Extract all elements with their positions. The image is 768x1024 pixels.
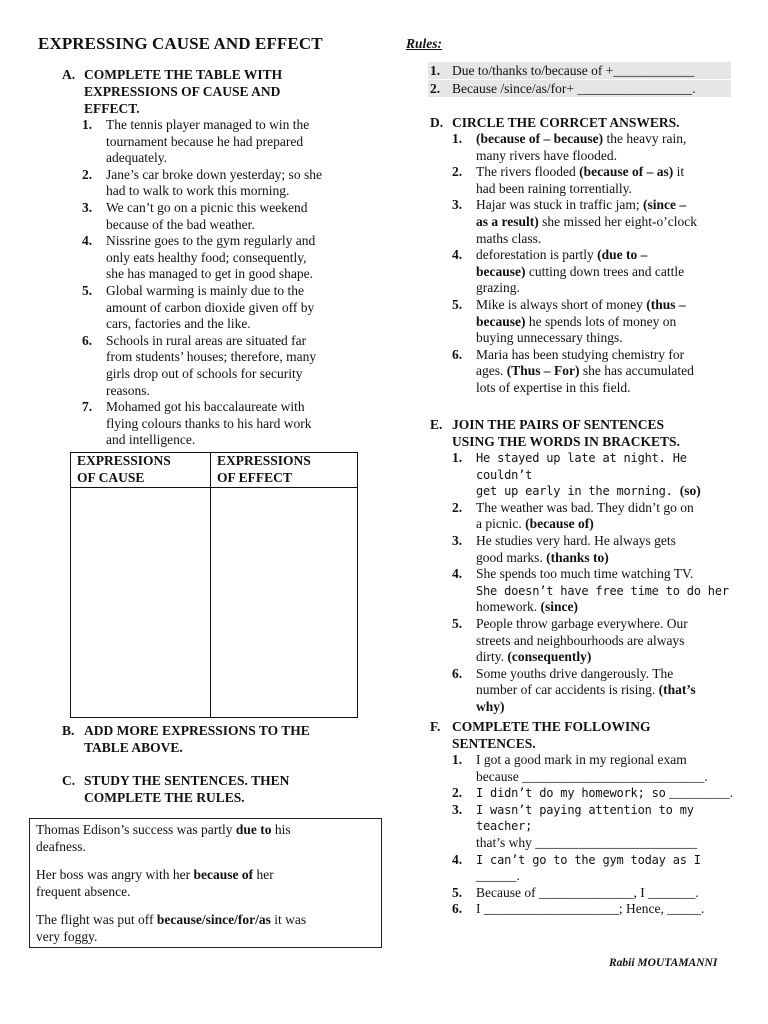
text: lots of expertise in this field.: [476, 379, 631, 395]
bold-option: (so): [679, 483, 701, 499]
text: frequent absence.: [36, 884, 131, 899]
item-line: [476, 649, 742, 666]
item-line: We can’t go on a picnic this weekend: [106, 199, 308, 215]
bold-option: (consequently): [507, 649, 592, 665]
sentence-item: [82, 167, 352, 200]
heading-line: JOIN THE PAIRS OF SENTENCES: [452, 417, 665, 432]
item-line: amount of carbon dioxide given off by: [106, 299, 315, 315]
bold-option: why): [476, 698, 505, 714]
question-item[interactable]: [452, 901, 742, 918]
item-line: Schools in rural areas are situated far: [106, 332, 307, 348]
item-line: [476, 380, 742, 397]
bold-option: (thus –: [646, 296, 686, 312]
heading-line: ADD MORE EXPRESSIONS TO THE: [84, 723, 310, 738]
text: He studies very hard. He always gets: [476, 532, 676, 548]
item-line: tournament because he had prepared: [106, 133, 304, 149]
header-line: OF CAUSE: [77, 469, 145, 485]
item-number: 5.: [452, 615, 463, 631]
item-line: [476, 566, 742, 583]
item-number: 5.: [452, 296, 463, 312]
rule-text: Because /since/as/for+ _________________.: [452, 81, 696, 96]
item-line: [476, 181, 742, 198]
section-letter: E.: [430, 417, 443, 432]
heading-line: COMPLETE THE RULES.: [84, 790, 245, 805]
heading-line: EFFECT.: [84, 101, 140, 116]
question-item[interactable]: [452, 131, 742, 164]
item-line: [476, 264, 742, 281]
item-line: [476, 550, 742, 567]
item-number: 5.: [82, 282, 93, 298]
item-number: 3.: [452, 801, 463, 817]
bold-option: (Thus – For): [506, 363, 580, 379]
key-expression: because/since/for/as: [156, 912, 271, 927]
author-signature: Rabii MOUTAMANNI: [609, 957, 718, 969]
item-line: [476, 516, 742, 533]
text: Because of ______________, I _______.: [476, 884, 699, 900]
text: streets and neighbourhoods are always: [476, 632, 685, 648]
text: buying unnecessary things.: [476, 330, 623, 346]
heading-line: TABLE ABOVE.: [84, 740, 183, 755]
example-sentence: [30, 911, 381, 945]
item-number: 6.: [82, 332, 93, 348]
text: number of car accidents is rising.: [476, 682, 659, 698]
sentence-item: [82, 233, 352, 283]
item-line: [476, 785, 742, 802]
key-expression: because of: [193, 867, 254, 882]
question-item[interactable]: [452, 533, 742, 566]
bold-option: (since): [540, 599, 578, 615]
text: She spends too much time watching TV.: [476, 566, 694, 582]
text: ______.: [476, 868, 520, 884]
item-line: [476, 533, 742, 550]
item-number: 2.: [452, 785, 463, 801]
example-sentence: [30, 866, 381, 900]
item-number: 3.: [452, 197, 463, 213]
item-line: Global warming is mainly due to the: [106, 282, 304, 298]
rule-item[interactable]: [428, 62, 731, 80]
rule-number: 1.: [430, 63, 441, 78]
example-sentence: [30, 821, 381, 855]
item-line: [476, 197, 742, 214]
text: maths class.: [476, 230, 542, 246]
text: his: [271, 822, 291, 837]
text: it: [673, 164, 685, 180]
item-number: 4.: [82, 233, 93, 249]
item-number: 1.: [452, 131, 463, 146]
bold-option: (because of – as): [579, 164, 674, 180]
rule-text: Due to/thanks to/because of +____________: [452, 63, 695, 78]
section-f-heading: [430, 718, 740, 752]
item-line: [476, 633, 742, 650]
item-line: [476, 682, 742, 699]
text: because ___________________________.: [476, 768, 708, 784]
item-line: had to walk to work this morning.: [106, 183, 290, 199]
item-line: [476, 297, 742, 314]
question-item[interactable]: [452, 752, 742, 785]
item-line: [476, 314, 742, 331]
item-number: 7.: [82, 399, 93, 415]
text: dirty.: [476, 649, 508, 665]
item-number: 4.: [452, 851, 463, 867]
cause-column-header: [77, 453, 171, 486]
cause-column[interactable]: [71, 453, 211, 717]
item-line: [476, 231, 742, 248]
sentence-item: [82, 200, 352, 233]
question-item[interactable]: [452, 500, 742, 533]
bold-option: (due to –: [597, 247, 648, 263]
text: Mike is always short of money: [476, 296, 647, 312]
item-number: 3.: [82, 199, 93, 215]
bold-option: as a result): [476, 213, 539, 229]
item-line: The tennis player managed to win the: [106, 117, 310, 132]
cause-effect-table: [70, 452, 358, 718]
text: I didn’t do my homework; so: [476, 786, 666, 801]
question-item[interactable]: [452, 616, 742, 666]
item-number: 3.: [452, 532, 463, 548]
item-number: 1.: [82, 117, 93, 132]
text: grazing.: [476, 280, 520, 296]
item-line: [476, 500, 742, 517]
rules-list: [428, 62, 731, 98]
text: she has accumulated: [579, 363, 694, 379]
rule-item[interactable]: [428, 80, 731, 98]
text: ages.: [476, 363, 507, 379]
rules-label: Rules:: [406, 36, 443, 51]
text: very foggy.: [36, 929, 98, 944]
item-number: 6.: [452, 665, 463, 681]
question-item[interactable]: [452, 666, 742, 716]
item-line: [476, 802, 742, 835]
item-line: because of the bad weather.: [106, 216, 255, 232]
text: I wasn’t paying attention to my teacher;: [476, 802, 694, 834]
text: I got a good mark in my regional exam: [476, 752, 687, 767]
item-line: [476, 666, 742, 683]
text: Her boss was angry with her: [36, 867, 194, 882]
item-line: flying colours thanks to his hard work: [106, 415, 312, 431]
bold-option: because): [476, 313, 526, 329]
section-a-sentence-list: [82, 117, 352, 449]
text: Maria has been studying chemistry for: [476, 346, 685, 362]
item-line: [476, 131, 742, 148]
section-d-heading: [430, 114, 740, 131]
item-line: she has managed to get in good shape.: [106, 266, 313, 282]
text: _________.: [665, 785, 734, 801]
bold-option: (since –: [642, 197, 687, 213]
text: homework.: [476, 599, 541, 615]
item-line: [476, 450, 742, 483]
item-line: [476, 148, 742, 165]
text: she missed her eight-o’clock: [538, 213, 697, 229]
text: good marks.: [476, 549, 547, 565]
item-line: adequately.: [106, 150, 167, 166]
header-line: OF EFFECT: [217, 469, 292, 485]
text: many rivers have flooded.: [476, 147, 617, 163]
text: her: [253, 867, 274, 882]
text: Thomas Edison’s success was partly: [36, 822, 236, 837]
question-item[interactable]: [452, 885, 742, 902]
section-a-heading: [62, 66, 362, 117]
section-e-heading: [430, 416, 740, 450]
heading-line: CIRCLE THE CORRCET ANSWERS.: [452, 115, 680, 130]
text: deafness.: [36, 839, 86, 854]
text: The flight was put off: [36, 912, 157, 927]
item-line: [476, 752, 742, 769]
section-c-heading: [62, 772, 362, 806]
item-line: [476, 769, 742, 786]
text: had been raining torrentially.: [476, 180, 632, 196]
text: People throw garbage everywhere. Our: [476, 615, 688, 631]
item-number: 6.: [452, 901, 463, 917]
item-line: [476, 835, 742, 852]
item-number: 2.: [452, 499, 463, 515]
item-line: and intelligence.: [106, 432, 196, 448]
heading-line: STUDY THE SENTENCES. THEN: [84, 773, 290, 788]
item-line: [476, 280, 742, 297]
item-line: [476, 901, 742, 918]
page-title: EXPRESSING CAUSE AND EFFECT: [38, 34, 323, 53]
sentence-item: [82, 117, 352, 167]
item-line: [476, 583, 742, 600]
text: he spends lots of money on: [525, 313, 677, 329]
section-letter: B.: [62, 723, 75, 738]
effect-column[interactable]: [211, 453, 357, 717]
header-line: EXPRESSIONS: [217, 453, 311, 468]
text: a picnic.: [476, 516, 526, 532]
question-item[interactable]: [452, 450, 742, 500]
text: Some youths drive dangerously. The: [476, 665, 674, 681]
section-b-heading: [62, 722, 362, 756]
text: The weather was bad. They didn’t go on: [476, 499, 694, 515]
item-line: [476, 699, 742, 716]
text: that’s why ________________________: [476, 834, 698, 850]
item-line: Mohamed got his baccalaureate with: [106, 399, 305, 415]
item-line: Nissrine goes to the gym regularly and: [106, 233, 316, 249]
text: the heavy rain,: [603, 131, 687, 146]
heading-line: COMPLETE THE FOLLOWING: [452, 719, 651, 734]
text: deforestation is partly: [476, 247, 598, 263]
question-item[interactable]: [452, 247, 742, 297]
section-f-question-list: [452, 752, 742, 918]
item-line: [476, 599, 742, 616]
text: He stayed up late at night. He couldn’t: [476, 451, 687, 482]
item-line: girls drop out of schools for security: [106, 365, 303, 381]
item-line: [476, 885, 742, 902]
item-number: 2.: [452, 164, 463, 180]
item-line: [476, 616, 742, 633]
item-line: [476, 347, 742, 364]
item-line: reasons.: [106, 382, 150, 398]
item-line: [476, 247, 742, 264]
item-line: [476, 852, 742, 885]
item-line: [476, 363, 742, 380]
question-item[interactable]: [452, 297, 742, 347]
section-letter: A.: [62, 67, 76, 82]
text: Hajar was stuck in traffic jam;: [476, 197, 643, 213]
key-expression: due to: [235, 822, 272, 837]
item-line: [476, 214, 742, 231]
item-line: [476, 330, 742, 347]
item-number: 1.: [452, 752, 463, 767]
item-line: only eats healthy food; consequently,: [106, 249, 307, 265]
question-item[interactable]: [452, 785, 742, 802]
text: The rivers flooded: [476, 164, 580, 180]
item-number: 4.: [452, 566, 463, 582]
text: I ____________________; Hence, _____.: [476, 901, 705, 917]
example-sentences-box: [29, 818, 382, 948]
question-item[interactable]: [452, 164, 742, 197]
sentence-item: [82, 283, 352, 333]
question-item[interactable]: [452, 852, 742, 885]
bold-option: (that’s: [658, 682, 696, 698]
bold-option: (because of – because): [476, 131, 604, 146]
question-item[interactable]: [452, 347, 742, 397]
item-line: [476, 483, 742, 500]
text: get up early in the morning.: [476, 484, 680, 499]
item-number: 6.: [452, 346, 463, 362]
item-number: 2.: [82, 166, 93, 182]
item-number: 4.: [452, 247, 463, 263]
text: I can’t go to the gym today as I: [476, 852, 701, 867]
bold-option: (thanks to): [546, 549, 609, 565]
item-line: Jane’s car broke down yesterday; so she: [106, 166, 322, 182]
bold-option: because): [476, 263, 526, 279]
question-item[interactable]: [452, 802, 742, 852]
table-header-divider: [71, 487, 357, 488]
item-line: [476, 164, 742, 181]
item-line: cars, factories and the like.: [106, 316, 251, 332]
item-number: 1.: [452, 450, 463, 465]
item-number: 5.: [452, 884, 463, 900]
section-letter: C.: [62, 773, 76, 788]
heading-line: USING THE WORDS IN BRACKETS.: [452, 434, 680, 449]
section-letter: D.: [430, 115, 444, 130]
question-item[interactable]: [452, 197, 742, 247]
text: it was: [270, 912, 307, 927]
question-item[interactable]: [452, 566, 742, 616]
rule-number: 2.: [430, 81, 441, 96]
sentence-item: [82, 333, 352, 399]
heading-line: SENTENCES.: [452, 736, 536, 751]
section-letter: F.: [430, 719, 441, 734]
sentence-item: [82, 399, 352, 449]
item-line: from students’ houses; therefore, many: [106, 349, 317, 365]
header-line: EXPRESSIONS: [77, 453, 171, 468]
bold-option: (because of): [525, 516, 594, 532]
effect-column-header: [217, 453, 311, 486]
section-e-question-list: [452, 450, 742, 716]
heading-line: EXPRESSIONS OF CAUSE AND: [84, 84, 281, 99]
text: cutting down trees and cattle: [525, 263, 685, 279]
text: She doesn’t have free time to do her: [476, 583, 729, 598]
heading-line: COMPLETE THE TABLE WITH: [84, 67, 283, 82]
section-d-question-list: [452, 131, 742, 397]
